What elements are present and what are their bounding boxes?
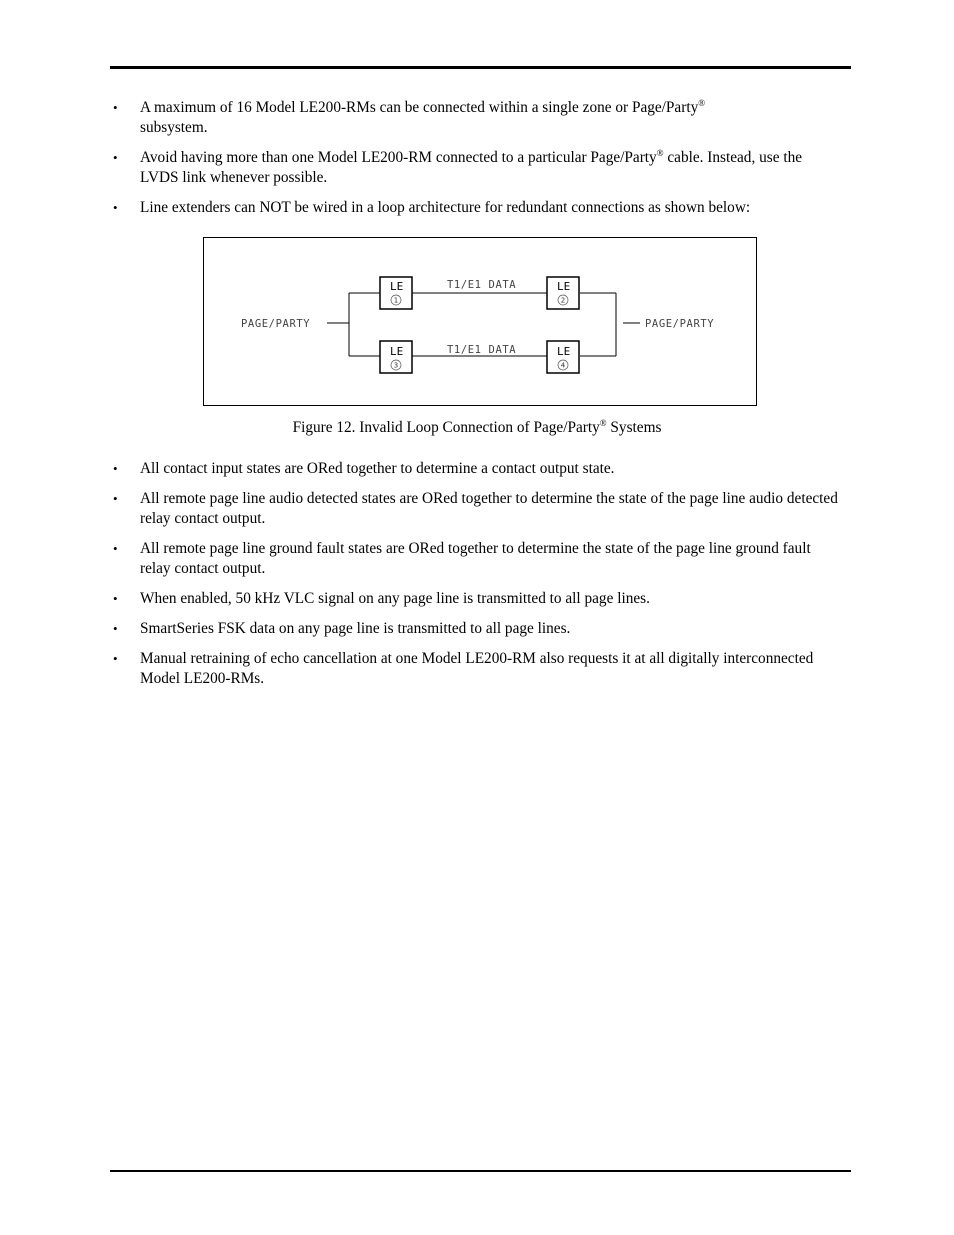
bottom-link-label: T1/E1 DATA	[447, 344, 517, 356]
list-item: • Manual retraining of echo cancellation at one Model LE200-RM also requests it at all digitally interconnected Model LE200-RMs.	[113, 650, 814, 687]
list-item: • Line extenders can NOT be wired in a loop architecture for redundant connections as shown below:	[113, 199, 751, 216]
list-item: • All remote page line ground fault states are ORed together to determine the state of the page line ground fault relay contact output.	[113, 540, 811, 577]
loop-diagram	[203, 237, 757, 406]
bullet-icon: •	[113, 541, 118, 556]
bullet-icon: •	[113, 651, 118, 666]
le-node-4	[547, 341, 579, 373]
le-node-number: 4	[560, 361, 566, 370]
bullet-icon: •	[113, 200, 118, 215]
le-node-number: 1	[393, 296, 399, 305]
bullet-icon: •	[113, 591, 118, 606]
list-item: • All contact input states are ORed together to determine a contact output state.	[113, 460, 615, 477]
loop-diagram-svg	[204, 238, 758, 407]
right-page-party-label: PAGE/PARTY	[645, 318, 715, 330]
footer-rule	[110, 1170, 851, 1172]
bullet-icon: •	[113, 491, 118, 506]
figure-caption: Figure 12. Invalid Loop Connection of Page/Party® Systems	[292, 418, 662, 436]
le-node-label: LE	[390, 280, 404, 293]
list-item: • Avoid having more than one Model LE200-RM connected to a particular Page/Party® cable. Instead, use the LVDS link whenever possible.	[113, 148, 803, 186]
bullet-icon: •	[113, 100, 118, 115]
le-node-1	[380, 277, 412, 309]
list-item: • When enabled, 50 kHz VLC signal on any page line is transmitted to all page lines.	[113, 590, 650, 607]
bullet-list-top	[110, 98, 840, 218]
le-node-2	[547, 277, 579, 309]
le-node-number: 3	[393, 361, 399, 370]
bullet-icon: •	[113, 461, 118, 476]
top-link-label: T1/E1 DATA	[447, 279, 517, 291]
header-rule	[110, 66, 851, 69]
bullet-icon: •	[113, 621, 118, 636]
bullet-list-bottom	[110, 459, 840, 689]
bullet-icon: •	[113, 150, 118, 165]
list-item: • All remote page line audio detected states are ORed together to determine the state of the page line audio detected relay contact output.	[113, 490, 838, 527]
le-node-number: 2	[560, 296, 566, 305]
le-node-label: LE	[557, 345, 571, 358]
left-page-party-label: PAGE/PARTY	[241, 318, 311, 330]
le-node-label: LE	[390, 345, 404, 358]
le-node-label: LE	[557, 280, 571, 293]
le-node-3	[380, 341, 412, 373]
list-item: • SmartSeries FSK data on any page line is transmitted to all page lines.	[113, 620, 571, 637]
list-item: • A maximum of 16 Model LE200-RMs can be connected within a single zone or Page/Party® subsystem.	[113, 98, 706, 136]
